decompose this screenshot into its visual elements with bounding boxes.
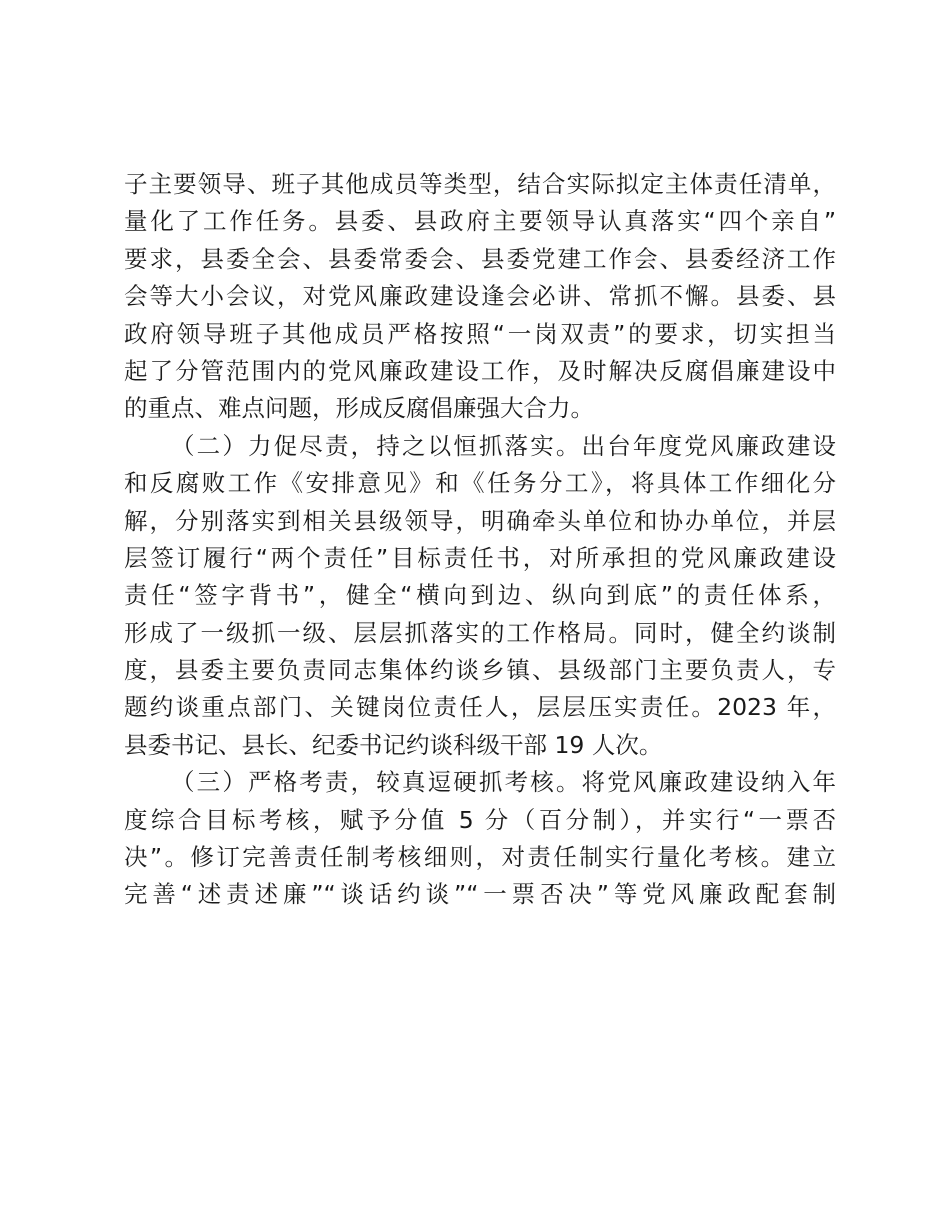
text-line: 量化了工作任务。县委、县政府主要领导认真落实“四个亲自” bbox=[124, 207, 836, 236]
text-line: 要求，县委全会、县委常委会、县委党建工作会、县委经济工作 bbox=[124, 244, 836, 273]
text-line: 子主要领导、班子其他成员等类型，结合实际拟定主体责任清单， bbox=[124, 170, 836, 198]
text-line-paragraph-end: 的重点、难点问题，形成反腐倡廉强大合力。 bbox=[124, 394, 594, 423]
section-heading-line-3: （三）严格考责，较真逗硬抓考核。将党风廉政建设纳入年 bbox=[171, 768, 836, 797]
text-line: 解，分别落实到相关县级领导，明确牵头单位和协办单位，并层 bbox=[124, 506, 836, 535]
text-line: 形成了一级抓一级、层层抓落实的工作格局。同时，健全约谈制 bbox=[124, 618, 836, 647]
text-line: 政府领导班子其他成员严格按照“一岗双责”的要求，切实担当 bbox=[124, 319, 836, 348]
text-line: 会等大小会议，对党风廉政建设逢会必讲、常抓不懈。县委、县 bbox=[124, 282, 836, 311]
text-line: 度，县委主要负责同志集体约谈乡镇、县级部门主要负责人，专 bbox=[124, 656, 836, 685]
text-line: 度综合目标考核，赋予分值 5 分（百分制），并实行“一票否 bbox=[124, 805, 836, 834]
text-line: 决”。修订完善责任制考核细则，对责任制实行量化考核。建立 bbox=[124, 843, 836, 872]
body-text bbox=[124, 166, 836, 914]
text-line: 题约谈重点部门、关键岗位责任人，层层压实责任。2023 年， bbox=[124, 693, 836, 722]
section-heading-line-2: （二）力促尽责，持之以恒抓落实。出台年度党风廉政建设 bbox=[171, 431, 836, 460]
text-line: 责任“签字背书”，健全“横向到边、纵向到底”的责任体系， bbox=[124, 581, 836, 610]
text-line-paragraph-end: 县委书记、县长、纪委书记约谈科级干部 19 人次。 bbox=[124, 730, 663, 759]
text-line: 起了分管范围内的党风廉政建设工作，及时解决反腐倡廉建设中 bbox=[124, 356, 836, 385]
text-line: 和反腐败工作《安排意见》和《任务分工》，将具体工作细化分 bbox=[124, 469, 836, 498]
text-line: 层签订履行“两个责任”目标责任书，对所承担的党风廉政建设 bbox=[124, 543, 836, 572]
text-line: 完善“述责述廉”“谈话约谈”“一票否决”等党风廉政配套制 bbox=[124, 880, 836, 909]
